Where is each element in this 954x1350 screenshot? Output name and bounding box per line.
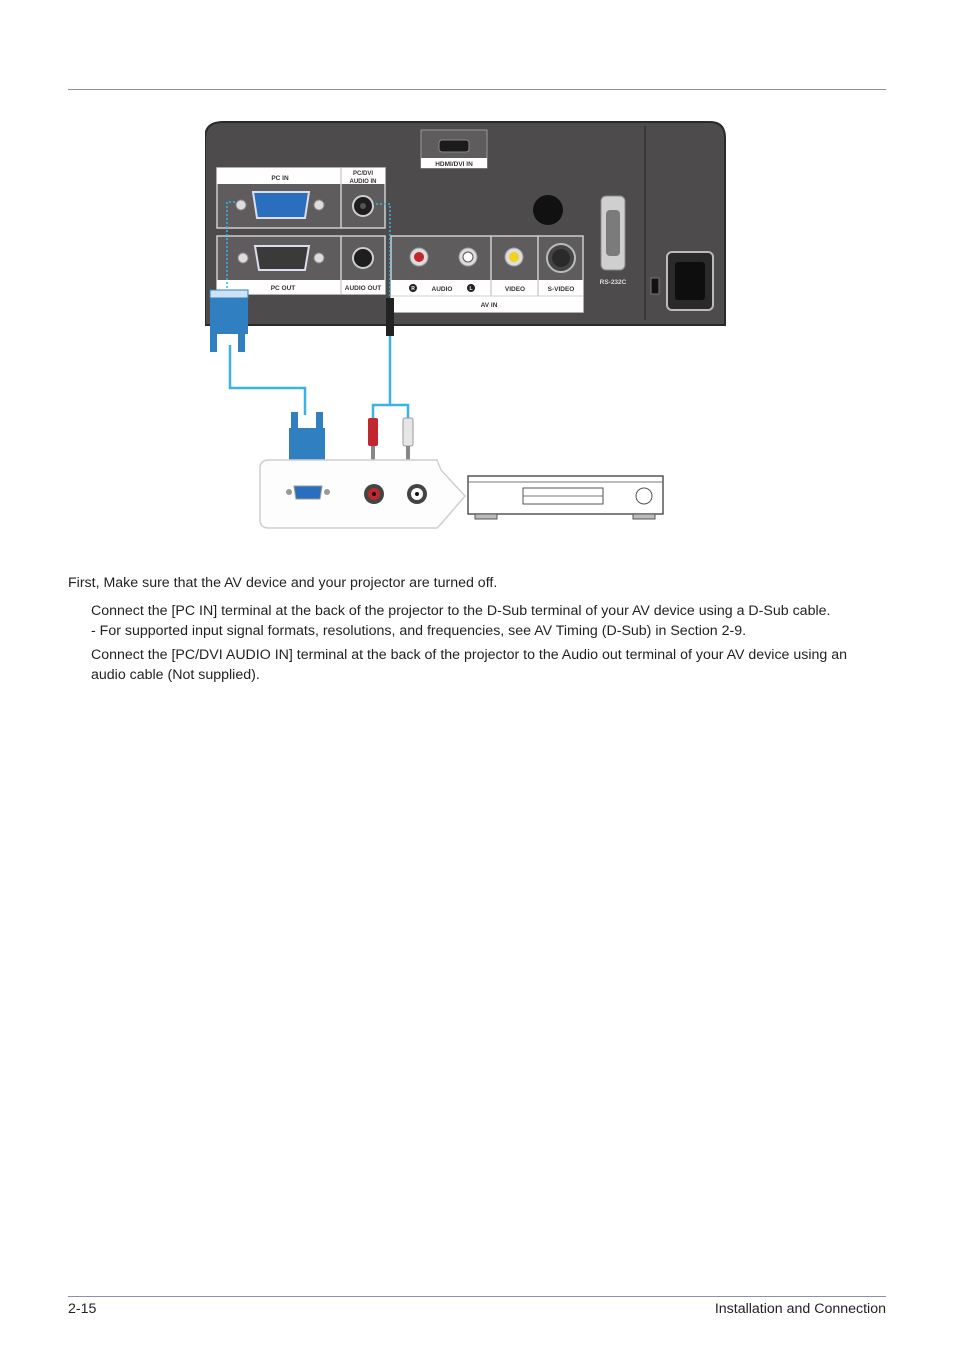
audio-label: AUDIO (431, 286, 453, 293)
power-switch (651, 278, 659, 294)
header-rule (68, 89, 886, 90)
audio-r-letter: R (411, 286, 415, 292)
pc-dvi-audio-in-label-1: PC/DVI (352, 171, 374, 177)
audio-out-label: AUDIO OUT (344, 285, 382, 292)
audio-plug-top (386, 298, 394, 336)
connection-diagram (205, 120, 730, 532)
dsub-plug-top (210, 290, 248, 352)
hdmi-label: HDMI/DVI IN (435, 161, 473, 168)
audio-out-jack (353, 248, 373, 268)
rs232c-port (601, 196, 625, 270)
s-video-label: S-VIDEO (547, 286, 575, 293)
av-in-label: AV IN (480, 302, 498, 309)
step1-note: - For supported input signal formats, resolutions, and frequencies, see AV Timing (D-Sub) in Section 2-9. (91, 623, 747, 639)
audio-cable (373, 335, 408, 420)
step1-text: Connect the [PC IN] terminal at the back of the projector to the D-Sub terminal of your AV device using a D-Sub cable. (91, 603, 831, 619)
audio-l-letter: L (469, 286, 473, 292)
video-label: VIDEO (504, 286, 526, 293)
red-rca-plug (368, 418, 378, 460)
footer-rule (68, 1296, 886, 1297)
page-number: 2-15 (68, 1301, 97, 1317)
dsub-cable (230, 345, 305, 415)
section-title: Installation and Connection (714, 1301, 886, 1317)
step2-text-line1: Connect the [PC/DVI AUDIO IN] terminal at the back of the projector to the Audio out terminal of your AV device using an (91, 647, 848, 663)
pc-dvi-audio-in-label-2: AUDIO IN (349, 179, 377, 185)
step2-text-line2: audio cable (Not supplied). (91, 667, 260, 683)
av-device-icon (468, 476, 663, 519)
white-rca-plug (403, 418, 413, 460)
hdmi-port-icon (439, 140, 469, 152)
intro-text: First, Make sure that the AV device and your projector are turned off. (68, 575, 498, 591)
pc-in-label: PC IN (271, 175, 289, 182)
pc-out-label: PC OUT (270, 285, 296, 292)
ir-sensor (533, 195, 563, 225)
rs232c-label: RS-232C (599, 279, 627, 286)
